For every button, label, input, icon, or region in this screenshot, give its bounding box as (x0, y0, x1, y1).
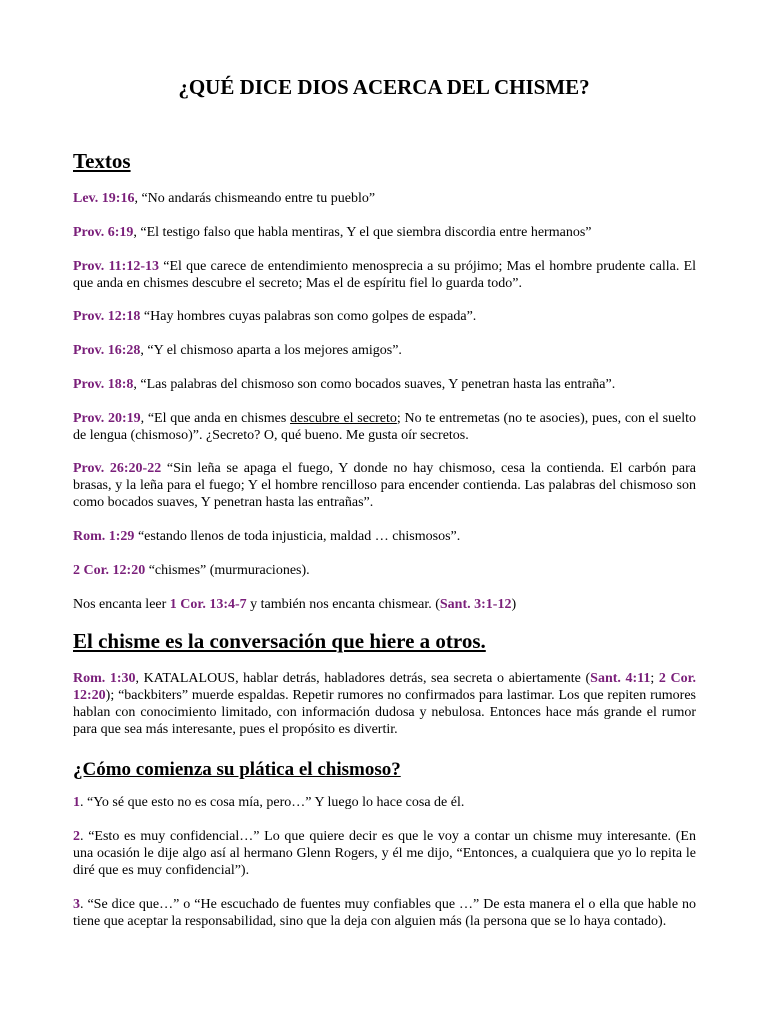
verse-text: , “Las palabras del chismoso son como bocados suaves, Y penetran hasta las entraña”. (133, 377, 616, 392)
heading-como-comienza: ¿Cómo comienza su plática el chismoso? (73, 759, 401, 780)
list-item-1 (73, 794, 696, 811)
verse-reference[interactable]: Prov. 20:19 (73, 411, 141, 426)
item-number: 3 (73, 897, 80, 912)
document-title: ¿QUÉ DICE DIOS ACERCA DEL CHISME? (178, 75, 590, 99)
verse-prov-12-18 (73, 308, 696, 325)
verse-reference[interactable]: Prov. 16:28 (73, 343, 141, 358)
verse-text: “estando llenos de toda injusticia, maldad … chismosos”. (134, 529, 461, 544)
verse-prov-16-28 (73, 342, 696, 359)
item-number: 1 (73, 795, 80, 810)
note-text: Nos encanta leer (73, 597, 170, 612)
verse-text: , “El testigo falso que habla mentiras, Y el que siembra discordia entre hermanos” (133, 225, 592, 240)
verse-reference[interactable]: Prov. 11:12-13 (73, 259, 160, 274)
underlined-phrase: descubre el secreto (290, 411, 397, 426)
verse-text: , “No andarás chismeando entre tu pueblo” (134, 191, 376, 206)
verse-text: “Sin leña se apaga el fuego, Y donde no hay chismoso, cesa la contienda. El carbón para brasas, y la leña para el fuego; Y el hombre rencilloso para encender contienda. Las palabras del chismoso son como bocados suaves, Y penetran hasta las entrañas”. (73, 461, 696, 510)
verse-reference[interactable]: 2 Cor. 12:20 (73, 671, 697, 703)
verse-reference[interactable]: Sant. 3:1-12 (439, 597, 512, 612)
verse-reference[interactable]: Prov. 26:20-22 (73, 461, 162, 476)
verse-text: “chismes” (murmuraciones). (145, 563, 310, 578)
note-text: ) (511, 597, 517, 612)
list-item-2 (73, 828, 696, 879)
verse-reference[interactable]: Sant. 4:11 (590, 671, 651, 686)
list-item-3 (73, 896, 696, 930)
verse-prov-6-19 (73, 224, 696, 241)
verse-text: , “Y el chismoso aparta a los mejores amigos”. (140, 343, 402, 358)
verse-reference[interactable]: Rom. 1:29 (73, 529, 135, 544)
heading-chisme-conversacion: El chisme es la conversación que hiere a otros. (73, 629, 486, 653)
verse-reference[interactable]: Prov. 18:8 (73, 377, 134, 392)
paragraph-text: ); “backbiters” muerde espaldas. Repetir rumores no confirmados para lastimar. Los que repiten rumores hablan con conocimiento limitado, con información dudosa y nebulosa. Entonces hace más grande el rumor para que sea más interesante, pues el propósito es divertir. (73, 688, 696, 737)
verse-reference[interactable]: 2 Cor. 12:20 (73, 563, 146, 578)
verse-text: “El que carece de entendimiento menosprecia a su prójimo; Mas el hombre prudente calla. El que anda en chismes descubre el secreto; Mas el de espíritu fiel lo guarda todo”. (73, 259, 697, 291)
note-text: y también nos encanta chismear. ( (246, 597, 440, 612)
verse-lev-19-16 (73, 190, 696, 207)
verse-reference[interactable]: Prov. 6:19 (73, 225, 134, 240)
item-text: . “Yo sé que esto no es cosa mía, pero…” Y luego lo hace cosa de él. (80, 795, 465, 810)
verse-text: “Hay hombres cuyas palabras son como golpes de espada”. (140, 309, 477, 324)
verse-reference[interactable]: Lev. 19:16 (73, 191, 135, 206)
paragraph-katalalous (73, 670, 696, 738)
verse-2cor-12-20 (73, 562, 696, 579)
verse-prov-18-8 (73, 376, 696, 393)
verse-rom-1-29 (73, 528, 696, 545)
paragraph-text: , KATALALOUS, hablar detrás, habladores detrás, sea secreta o abiertamente ( (135, 671, 591, 686)
verse-reference[interactable]: Prov. 12:18 (73, 309, 141, 324)
verse-reference[interactable]: 1 Cor. 13:4-7 (169, 597, 247, 612)
verse-prov-26-20-22 (73, 460, 696, 511)
heading-textos: Textos (73, 149, 131, 173)
verse-text: ; No te entremetas (no te asocies), pues, con el suelto de lengua (chismoso)”. ¿Secreto? O, qué bueno. Me gusta oír secretos. (73, 411, 697, 443)
verse-prov-20-19 (73, 410, 696, 444)
verse-reference[interactable]: Rom. 1:30 (73, 671, 136, 686)
item-text: . “Se dice que…” o “He escuchado de fuentes muy confiables que …” De esta manera el o ella que hable no tiene que aceptar la responsabilidad, sino que la deja con alguien más (la persona que se lo haya contado). (73, 897, 696, 929)
note-1cor-sant (73, 596, 696, 613)
verse-text: , “El que anda en chismes (140, 411, 290, 426)
paragraph-text: ; (650, 671, 659, 686)
verse-prov-11-12-13 (73, 258, 696, 292)
item-number: 2 (73, 829, 80, 844)
item-text: . “Esto es muy confidencial…” Lo que quiere decir es que le voy a contar un chisme muy interesante. (En una ocasión le dije algo así al hermano Glenn Rogers, y él me dijo, “Entonces, a cualquiera que yo lo repita le diré que es muy confidencial”). (73, 829, 696, 878)
